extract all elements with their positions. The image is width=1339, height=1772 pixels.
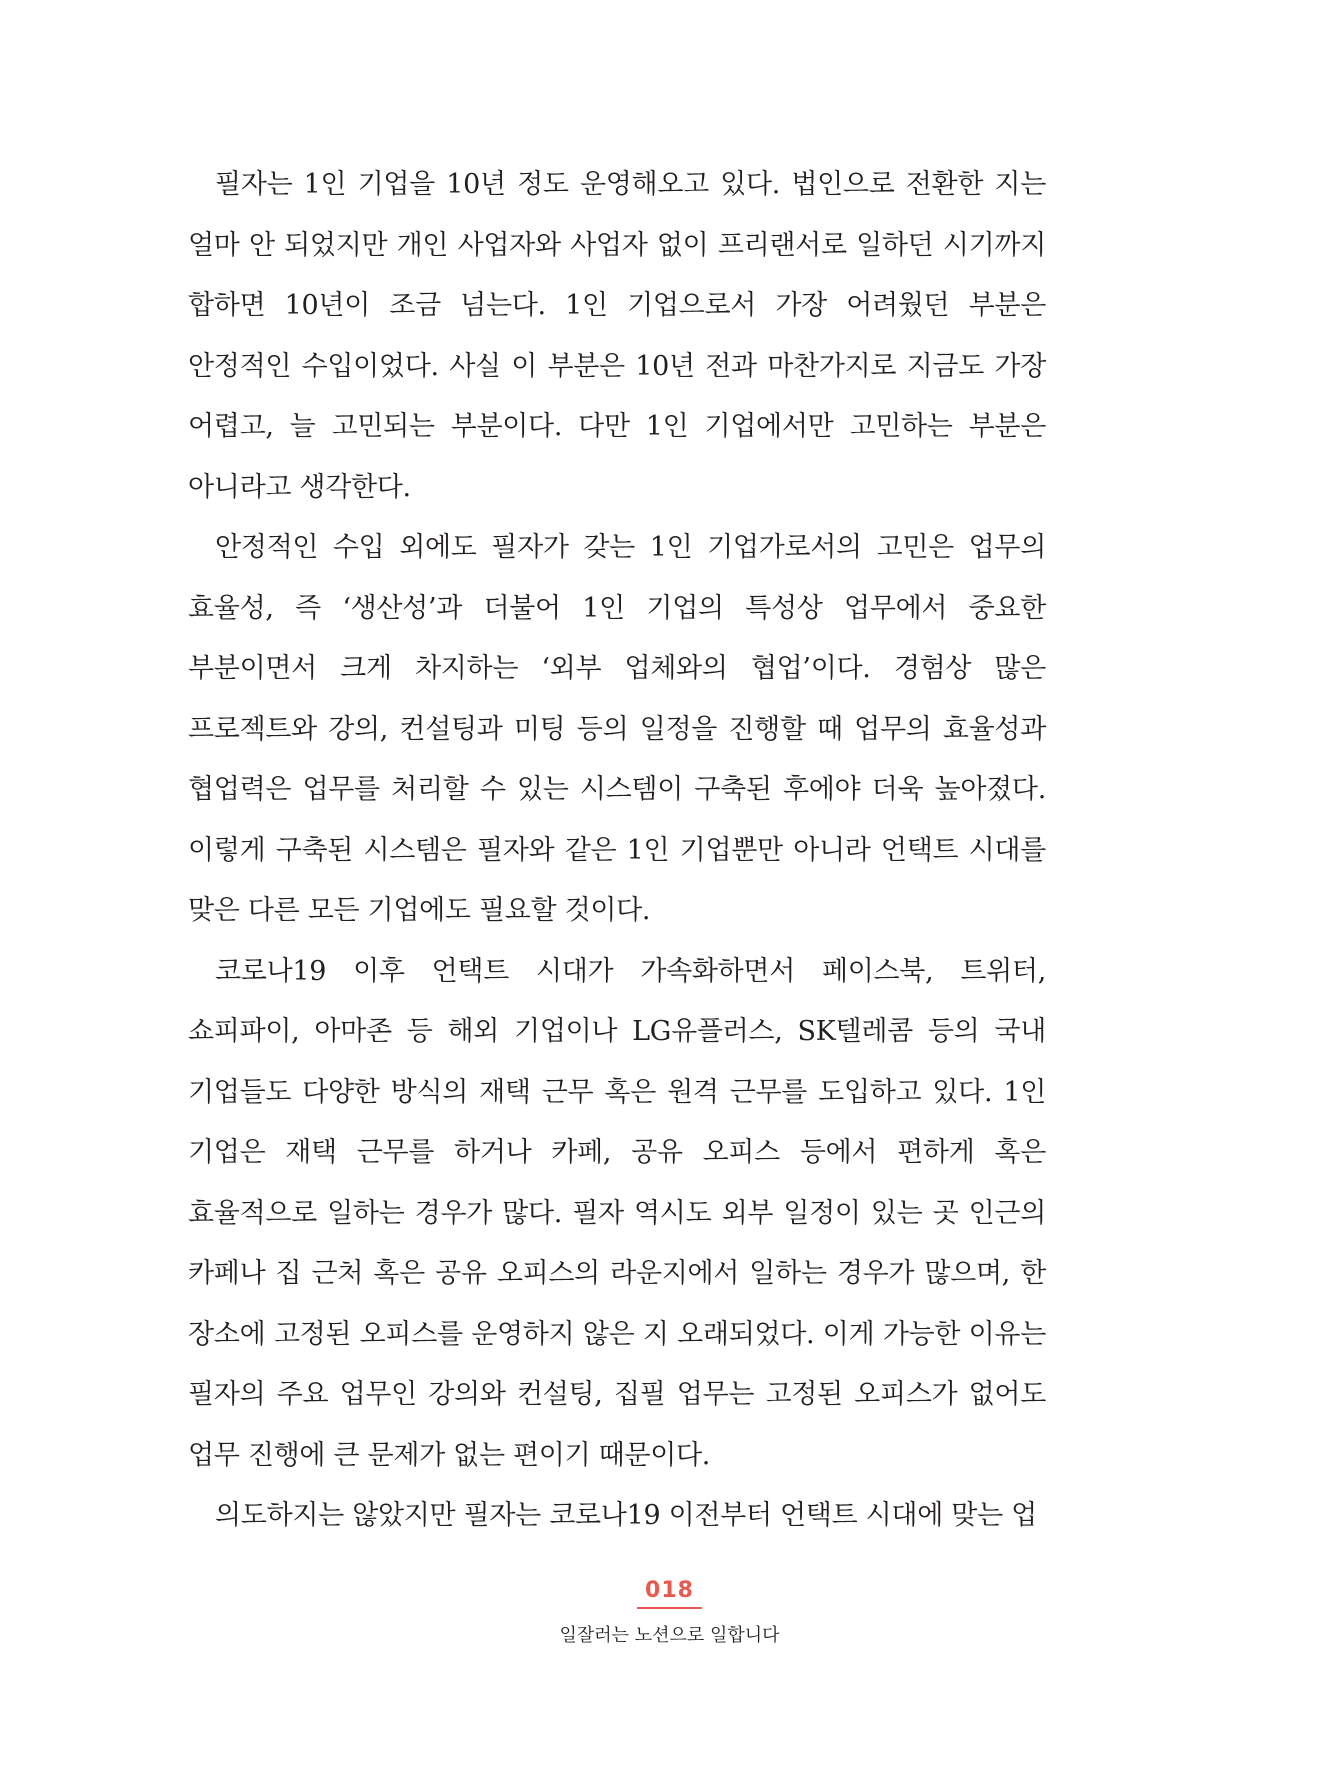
- page-number: 018: [637, 1578, 702, 1609]
- paragraph: 코로나19 이후 언택트 시대가 가속화하면서 페이스북, 트위터, 쇼피파이, 아마존 등 해외 기업이나 LG유플러스, SK텔레콤 등의 국내 기업들도 다양한 방식의 재택 근무 혹은 원격 근무를 도입하고 있다. 1인 기업은 재택 근무를 하거나 카페, 공유 오피스 등에서 편하게 혹은 효율적으로 일하는 경우가 많다. 필자 역시도 외부 일정이 있는 곳 인근의 카페나 집 근처 혹은 공유 오피스의 라운지에서 일하는 경우가 많으며, 한 장소에 고정된 오피스를 운영하지 않은 지 오래되었다. 이게 가능한 이유는 필자의 주요 업무인 강의와 컨설팅, 집필 업무는 고정된 오피스가 없어도 업무 진행에 큰 문제가 없는 편이기 때문이다.: [188, 955, 1046, 1471]
- page-footer: [0, 1578, 1339, 1647]
- body-text: [188, 155, 1046, 1547]
- paragraph: 의도하지는 않았지만 필자는 코로나19 이전부터 언택트 시대에 맞는 업: [215, 1500, 1037, 1531]
- paragraph: 필자는 1인 기업을 10년 정도 운영해오고 있다. 법인으로 전환한 지는 얼마 안 되었지만 개인 사업자와 사업자 없이 프리랜서로 일하던 시기까지 합하면 10년이 조금 넘는다. 1인 기업으로서 가장 어려웠던 부분은 안정적인 수입이었다. 사실 이 부분은 10년 전과 마찬가지로 지금도 가장 어렵고, 늘 고민되는 부분이다. 다만 1인 기업에서만 고민하는 부분은 아니라고 생각한다.: [188, 169, 1046, 503]
- paragraph: 안정적인 수입 외에도 필자가 갖는 1인 기업가로서의 고민은 업무의 효율성, 즉 ‘생산성’과 더불어 1인 기업의 특성상 업무에서 중요한 부분이면서 크게 차지하는 ‘외부 업체와의 협업’이다. 경험상 많은 프로젝트와 강의, 컨설팅과 미팅 등의 일정을 진행할 때 업무의 효율성과 협업력은 업무를 처리할 수 있는 시스템이 구축된 후에야 더욱 높아졌다. 이렇게 구축된 시스템은 필자와 같은 1인 기업뿐만 아니라 언택트 시대를 맞은 다른 모든 기업에도 필요할 것이다.: [188, 532, 1046, 926]
- book-title: 일잘러는 노션으로 일합니다: [559, 1625, 780, 1646]
